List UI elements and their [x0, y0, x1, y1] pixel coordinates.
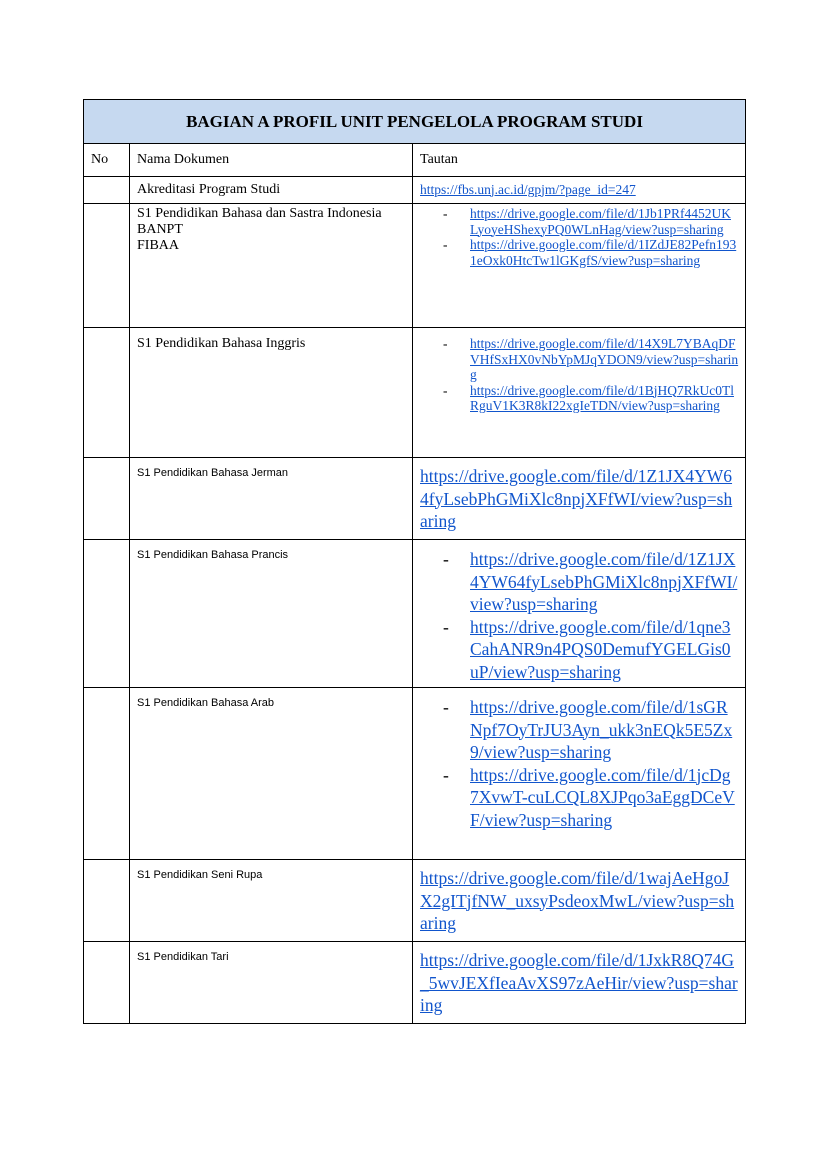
table-row [84, 860, 746, 942]
link-cell [413, 458, 746, 540]
list-marker: - [443, 616, 449, 637]
list-marker: - [443, 336, 448, 351]
document-name-line: BANPT [137, 222, 183, 237]
list-item [420, 616, 739, 684]
table-row [84, 458, 746, 540]
document-name: S1 Pendidikan Bahasa Arab [130, 688, 413, 860]
document-link[interactable]: https://drive.google.com/file/d/1Jb1PRf4452UKLyoyeHShexyPQ0WLnHag/view?usp=sharing [470, 206, 731, 237]
document-name: S1 Pendidikan Bahasa Jerman [130, 458, 413, 540]
document-link[interactable]: https://fbs.unj.ac.id/gpjm/?page_id=247 [420, 181, 636, 197]
link-list [420, 336, 739, 414]
row-no-cell [84, 688, 130, 860]
link-cell [413, 942, 746, 1024]
list-marker: - [443, 382, 448, 398]
row-no-cell [84, 540, 130, 688]
document-name: Akreditasi Program Studi [130, 177, 413, 204]
col-header-link: Tautan [413, 144, 746, 177]
link-list [420, 206, 739, 268]
link-cell [413, 328, 746, 458]
link-list [420, 548, 739, 683]
list-item [420, 764, 739, 832]
col-header-no: No [84, 144, 130, 177]
document-name: S1 Pendidikan Bahasa Inggris [130, 328, 413, 458]
link-list [420, 696, 739, 831]
row-no-cell [84, 328, 130, 458]
list-marker: - [443, 697, 449, 717]
row-no-cell [84, 177, 130, 204]
document-link[interactable]: https://drive.google.com/file/d/1Z1JX4YW64fyLsebPhGMiXlc8npjXFfWI/view?usp=sharing [470, 549, 738, 614]
document-link[interactable]: https://drive.google.com/file/d/14X9L7YBAqDFVHfSxHX0vNbYpMJqYDON9/view?usp=sharing [470, 336, 739, 382]
table-row [84, 540, 746, 688]
table-row [84, 328, 746, 458]
document-table [83, 99, 746, 1024]
list-item [420, 206, 739, 237]
link-cell [413, 204, 746, 328]
list-item [420, 237, 739, 268]
title-row [84, 100, 746, 144]
table-row [84, 177, 746, 204]
document-link[interactable]: https://drive.google.com/file/d/1sGRNpf7OyTrJU3Ayn_ukk3nEQk5E5Zx9/view?usp=sharing [470, 697, 733, 762]
table-title: BAGIAN A PROFIL UNIT PENGELOLA PROGRAM STUDI [84, 100, 746, 144]
document-name: S1 Pendidikan Seni Rupa [130, 860, 413, 942]
document-link[interactable]: https://drive.google.com/file/d/1Z1JX4YW64fyLsebPhGMiXlc8npjXFfWI/view?usp=sharing [420, 466, 733, 531]
list-marker: - [443, 237, 448, 252]
document-name: S1 Pendidikan Bahasa Prancis [130, 540, 413, 688]
list-item [420, 696, 739, 764]
document-link[interactable]: https://drive.google.com/file/d/1jcDg7XvwT-cuLCQL8XJPqo3aEggDCeVF/view?usp=sharing [470, 764, 735, 830]
list-item [420, 383, 739, 414]
row-no-cell [84, 204, 130, 328]
document-link[interactable]: https://drive.google.com/file/d/1qne3CahANR9n4PQS0DemufYGELGis0uP/view?usp=sharing [470, 616, 731, 682]
document-name-line: S1 Pendidikan Bahasa dan Sastra Indonesia [137, 206, 382, 221]
row-no-cell [84, 860, 130, 942]
table-row [84, 204, 746, 328]
list-marker: - [443, 206, 448, 221]
document-name: S1 Pendidikan Tari [130, 942, 413, 1024]
list-item [420, 548, 739, 616]
document-link[interactable]: https://drive.google.com/file/d/1BjHQ7RkUc0TlRguV1K3R8kI22xgIeTDN/view?usp=sharing [470, 382, 734, 413]
document-name [130, 204, 413, 328]
table-row [84, 942, 746, 1024]
link-cell [413, 540, 746, 688]
row-no-cell [84, 458, 130, 540]
list-marker: - [443, 764, 449, 785]
document-name-line: FIBAA [137, 238, 180, 253]
col-header-name: Nama Dokumen [130, 144, 413, 177]
link-cell [413, 860, 746, 942]
header-row [84, 144, 746, 177]
document-link[interactable]: https://drive.google.com/file/d/1wajAeHgoJX2gITjfNW_uxsyPsdeoxMwL/view?usp=sharing [420, 868, 735, 933]
document-link[interactable]: https://drive.google.com/file/d/1IZdJE82Pefn1931eOxk0HtcTw1lGKgfS/view?usp=sharing [470, 237, 737, 268]
link-cell [413, 688, 746, 860]
table-row [84, 688, 746, 860]
link-cell [413, 177, 746, 204]
list-marker: - [443, 549, 449, 569]
row-no-cell [84, 942, 130, 1024]
document-link[interactable]: https://drive.google.com/file/d/1JxkR8Q74G_5wvJEXfIeaAvXS97zAeHir/view?usp=sharing [420, 950, 738, 1015]
list-item [420, 336, 739, 383]
